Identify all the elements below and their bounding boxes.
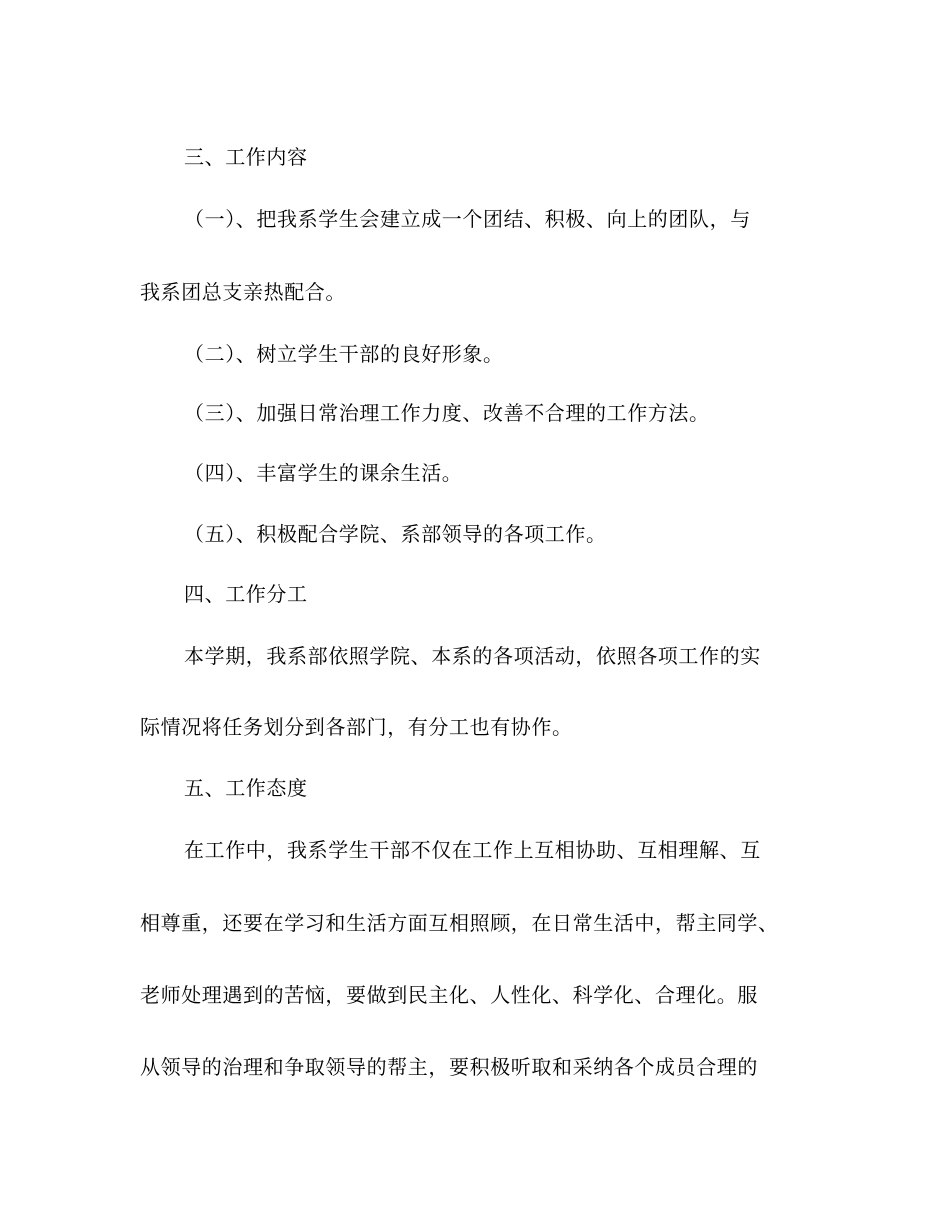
item-1-line-1: （一）、把我系学生会建立成一个团结、积极、向上的团队，与 bbox=[184, 207, 751, 231]
item-5: （五）、积极配合学院、系部领导的各项工作。 bbox=[184, 522, 607, 546]
section-5-paragraph-line-1: 在工作中，我系学生干部不仅在工作上互相协助、互相理解、互 bbox=[184, 838, 761, 862]
item-2: （二）、树立学生干部的良好形象。 bbox=[184, 342, 504, 366]
section-5-paragraph-line-3: 老师处理遇到的苦恼，要做到民主化、人性化、科学化、合理化。服 bbox=[140, 983, 758, 1007]
item-1-line-2: 我系团总支亲热配合。 bbox=[140, 280, 346, 304]
section-5-heading: 五、工作态度 bbox=[184, 776, 308, 800]
section-4-paragraph-line-1: 本学期，我系部依照学院、本系的各项活动，依照各项工作的实 bbox=[184, 644, 761, 668]
item-3: （三）、加强日常治理工作力度、改善不合理的工作方法。 bbox=[184, 401, 710, 425]
section-5-paragraph-line-2: 相尊重，还要在学习和生活方面互相照顾，在日常生活中，帮主同学、 bbox=[140, 911, 779, 935]
item-4: （四）、丰富学生的课余生活。 bbox=[184, 461, 463, 485]
section-5-paragraph-line-4: 从领导的治理和争取领导的帮主，要积极听取和采纳各个成员合理的 bbox=[140, 1055, 758, 1079]
section-3-heading: 三、工作内容 bbox=[184, 145, 308, 169]
section-4-heading: 四、工作分工 bbox=[184, 582, 308, 606]
section-4-paragraph-line-2: 际情况将任务划分到各部门，有分工也有协作。 bbox=[140, 715, 573, 739]
